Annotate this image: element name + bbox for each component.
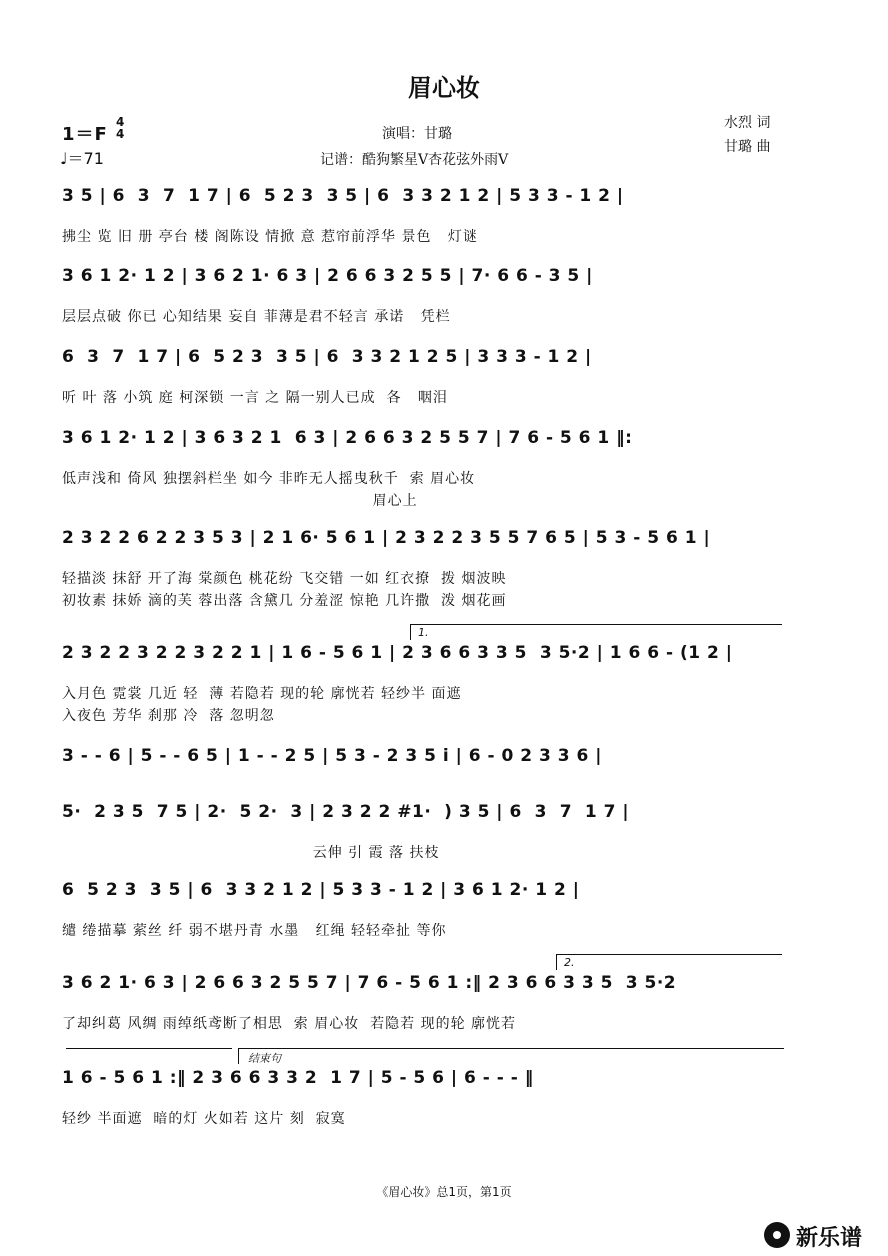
singer-credit: 演唱：甘璐 <box>382 126 452 142</box>
page-footer: 《眉心妆》总1页，第1页 <box>376 1185 512 1199</box>
volta-first-label: 1. <box>418 626 429 639</box>
tempo-marking: ♩＝71 <box>60 149 104 168</box>
lyricist-credit: 水烈 词 <box>724 115 771 131</box>
score-system <box>62 528 784 614</box>
notation-line: 2 3 2 2 6 2 2 3 5 3 | 2 1 6· 5 6 1 | 2 3 2 2 3 5 5 7 6 5 | 5 3 - 5 6 1 | <box>62 528 711 548</box>
notation-line: 2 3 2 2 3 2 2 3 2 2 1 | 1 6 - 5 6 1 | 2 3 6 6 3 3 5 3 5·2 | 1 6 6 - (1 2 | <box>62 643 733 663</box>
volta-bracket-edge <box>410 624 411 640</box>
lyric-line-verse2: 初妆素 抹娇 滴的芙 蓉出落 含黛几 分羞涩 惊艳 几许撒 泼 烟花画 <box>62 593 507 609</box>
notation-line: 3 6 2 1· 6 3 | 2 6 6 3 2 5 5 7 | 7 6 - 5 6 1 :‖ 2 3 6 6 3 3 5 3 5·2 <box>62 973 677 993</box>
logo-text: 新乐谱 <box>796 1226 863 1251</box>
score-system <box>62 266 784 352</box>
notation-line: 3 6 1 2· 1 2 | 3 6 3 2 1 6 3 | 2 6 6 3 2 5 5 7 | 7 6 - 5 6 1 ‖: <box>62 428 633 448</box>
notation-line: 1 6 - 5 6 1 :‖ 2 3 6 6 3 3 2 1 7 | 5 - 5 6 | 6 - - - ‖ <box>62 1068 534 1088</box>
score-system <box>62 428 784 514</box>
lyric-line: 了却纠葛 风绸 雨绰纸鸢断了相思 索 眉心妆 若隐若 现的轮 廓恍若 <box>62 1016 517 1032</box>
score-system <box>62 1068 784 1154</box>
notation-line: 3 - - 6 | 5 - - 6 5 | 1 - - 2 5 | 5 3 - 2 3 5 i | 6 - 0 2 3 3 6 | <box>62 746 602 766</box>
notation-line: 6 3 7 1 7 | 6 5 2 3 3 5 | 6 3 3 2 1 2 5 | 3 3 3 - 1 2 | <box>62 347 592 367</box>
time-signature <box>116 116 124 140</box>
score-system <box>62 347 784 433</box>
notation-line: 3 6 1 2· 1 2 | 3 6 2 1· 6 3 | 2 6 6 3 2 5 5 | 7· 6 6 - 3 5 | <box>62 266 593 286</box>
lyric-line: 云伸 引 霞 落 扶枝 <box>62 845 440 861</box>
meter-bottom: 4 <box>116 127 125 141</box>
volta-bracket-line <box>66 1048 232 1049</box>
composer-credit: 甘璐 曲 <box>724 139 771 155</box>
lyric-line: 轻描淡 抹舒 开了海 棠颜色 桃花纷 飞交错 一如 红衣撩 拨 烟波映 <box>62 571 507 587</box>
lyric-line-verse2: 入夜色 芳华 刹那 冷 落 忽明忽 <box>62 708 275 724</box>
lyric-line: 层层点破 你已 心知结果 妄自 菲薄是君不轻言 承诺 凭栏 <box>62 309 451 325</box>
vinyl-record-icon <box>764 1222 790 1248</box>
ending-label: 结束句 <box>248 1052 281 1065</box>
lyric-line: 轻纱 半面遮 暗的灯 火如若 这片 刻 寂寞 <box>62 1111 346 1127</box>
key-signature: 1＝F <box>62 124 108 145</box>
volta-bracket-edge <box>238 1048 239 1064</box>
volta-bracket-edge <box>556 954 557 970</box>
lyric-line: 拂尘 览 旧 册 亭台 楼 阁陈设 情掀 意 惹帘前浮华 景色 灯谜 <box>62 229 478 245</box>
lyric-line: 入月色 霓裳 几近 轻 薄 若隐若 现的轮 廓恍若 轻纱半 面遮 <box>62 686 462 702</box>
lyric-line: 缱 绻描摹 萦丝 纤 弱不堪丹青 水墨 红绳 轻轻牵扯 等你 <box>62 923 447 939</box>
notation-line: 6 5 2 3 3 5 | 6 3 3 2 1 2 | 5 3 3 - 1 2 | 3 6 1 2· 1 2 | <box>62 880 580 900</box>
notation-line: 5· 2 3 5 7 5 | 2· 5 2· 3 | 2 3 2 2 #1· ) 3 5 | 6 3 7 1 7 | <box>62 802 630 822</box>
lyric-line: 低声浅和 倚风 独摆斜栏坐 如今 非昨无人摇曳秋千 索 眉心妆 <box>62 471 476 487</box>
volta-bracket-line <box>410 624 782 625</box>
volta-bracket-line <box>556 954 782 955</box>
page-title: 眉心妆 <box>408 74 480 102</box>
meter-top: 4 <box>116 115 125 129</box>
lyric-line: 听 叶 落 小筑 庭 柯深锁 一言 之 隔一别人已成 各 咽泪 <box>62 390 448 406</box>
score-system <box>62 802 784 888</box>
score-system <box>62 973 784 1059</box>
transcriber-credit: 记谱：酷狗繁星V杏花弦外雨V <box>320 152 509 168</box>
volta-bracket-line <box>238 1048 784 1049</box>
notation-line: 3 5 | 6 3 7 1 7 | 6 5 2 3 3 5 | 6 3 3 2 1 2 | 5 3 3 - 1 2 | <box>62 186 624 206</box>
score-system <box>62 643 784 729</box>
site-logo <box>764 1220 884 1250</box>
score-system <box>62 186 784 272</box>
volta-second-label: 2. <box>564 956 575 969</box>
lyric-line-verse2: 眉心上 <box>62 493 418 509</box>
